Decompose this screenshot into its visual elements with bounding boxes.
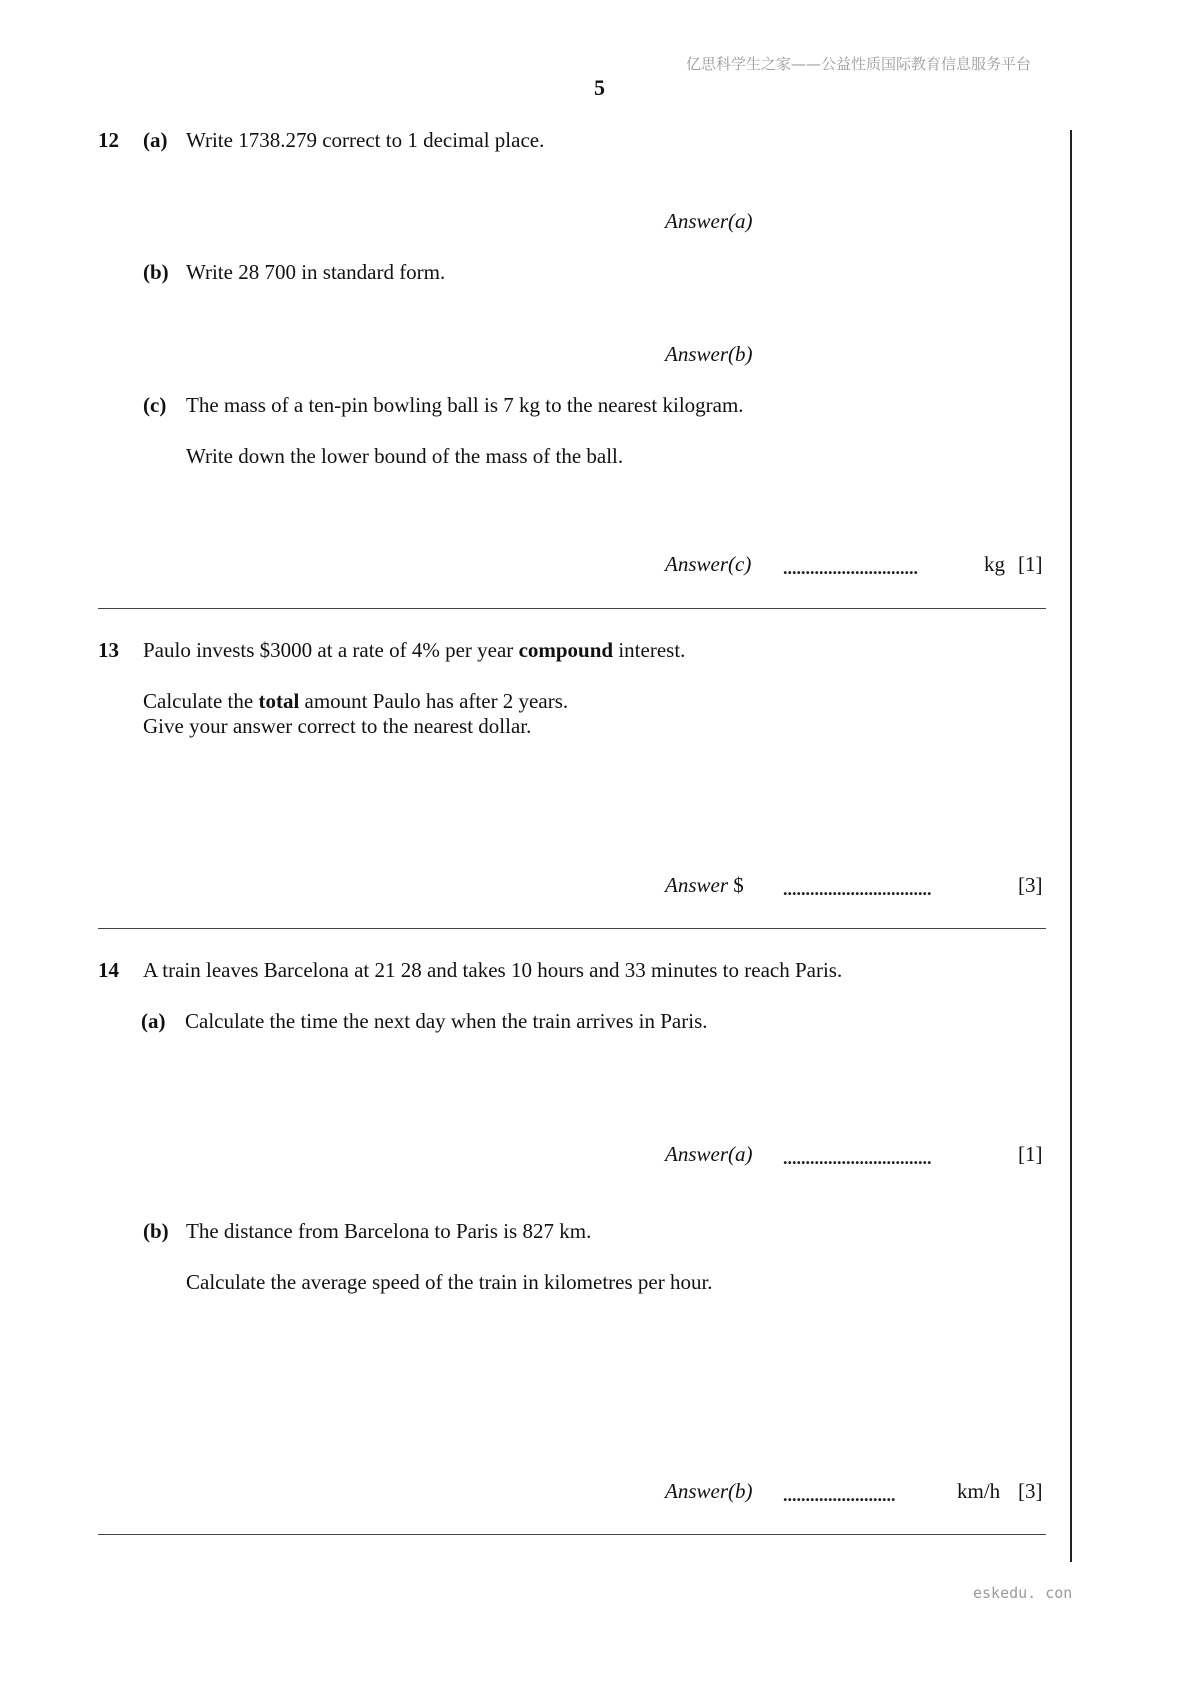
question-14-number: 14 bbox=[98, 958, 119, 982]
q13-answer bbox=[665, 875, 744, 896]
question-13-number: 13 bbox=[98, 638, 119, 662]
q14b-answer-dots[interactable]: ......................... bbox=[783, 1485, 896, 1505]
separator-after-q13 bbox=[98, 928, 1046, 929]
q13-line-2-post: amount Paulo has after 2 years. bbox=[299, 689, 569, 713]
q13-line-2-pre: Calculate the bbox=[143, 689, 259, 713]
q12b-text: Write 28 700 in standard form. bbox=[186, 260, 446, 284]
q13-line-1-post: interest. bbox=[613, 638, 686, 662]
q14-intro: A train leaves Barcelona at 21 28 and takes 10 hours and 33 minutes to reach Paris. bbox=[143, 958, 843, 982]
q13-line-3: Give your answer correct to the nearest dollar. bbox=[143, 714, 532, 738]
right-margin-rule bbox=[1070, 130, 1072, 1562]
q12b-label: (b) bbox=[143, 260, 169, 284]
separator-after-q12 bbox=[98, 608, 1046, 609]
q14b-label: (b) bbox=[143, 1219, 169, 1243]
page-number: 5 bbox=[594, 75, 605, 100]
q12c-text-2: Write down the lower bound of the mass of the ball. bbox=[186, 444, 624, 468]
q14a-text: Calculate the time the next day when the train arrives in Paris. bbox=[185, 1009, 708, 1033]
q12a-text: Write 1738.279 correct to 1 decimal place. bbox=[186, 128, 545, 152]
watermark-footer: eskedu. con bbox=[973, 1584, 1073, 1602]
q14a-label: (a) bbox=[141, 1009, 166, 1033]
q12c-answer-dots[interactable]: .............................. bbox=[783, 558, 918, 578]
q12b-answer-label: Answer(b) bbox=[665, 342, 753, 366]
q12c-label: (c) bbox=[143, 393, 167, 417]
q14a-answer-label: Answer(a) bbox=[665, 1142, 753, 1166]
q14b-text-2: Calculate the average speed of the train in kilometres per hour. bbox=[186, 1270, 713, 1294]
q13-answer-currency: $ bbox=[733, 873, 744, 897]
q12c-answer-label: Answer(c) bbox=[665, 552, 752, 576]
q14b-unit: km/h bbox=[957, 1479, 1001, 1503]
q13-line-2 bbox=[143, 691, 568, 712]
q14a-answer-dots[interactable]: ................................. bbox=[783, 1148, 932, 1168]
q13-line-2-bold: total bbox=[258, 689, 300, 713]
q14b-answer-label: Answer(b) bbox=[665, 1479, 753, 1503]
q14a-marks: [1] bbox=[1018, 1142, 1043, 1166]
watermark-header: 亿思科学生之家——公益性质国际教育信息服务平台 bbox=[686, 55, 1032, 73]
q12a-label: (a) bbox=[143, 128, 168, 152]
q12c-text: The mass of a ten-pin bowling ball is 7 kg to the nearest kilogram. bbox=[186, 393, 744, 417]
question-12-number: 12 bbox=[98, 128, 119, 152]
q12c-unit: kg bbox=[984, 552, 1005, 576]
q13-marks: [3] bbox=[1018, 873, 1043, 897]
q14b-text: The distance from Barcelona to Paris is 827 km. bbox=[186, 1219, 592, 1243]
q12c-marks: [1] bbox=[1018, 552, 1043, 576]
q13-line-1-pre: Paulo invests $3000 at a rate of 4% per year bbox=[143, 638, 519, 662]
q13-line-1-bold: compound bbox=[518, 638, 614, 662]
q14b-marks: [3] bbox=[1018, 1479, 1043, 1503]
q13-line-1 bbox=[143, 640, 685, 661]
q12a-answer-label: Answer(a) bbox=[665, 209, 753, 233]
q13-answer-dots[interactable]: ................................. bbox=[783, 879, 932, 899]
separator-after-q14 bbox=[98, 1534, 1046, 1535]
q13-answer-label: Answer bbox=[665, 873, 728, 897]
